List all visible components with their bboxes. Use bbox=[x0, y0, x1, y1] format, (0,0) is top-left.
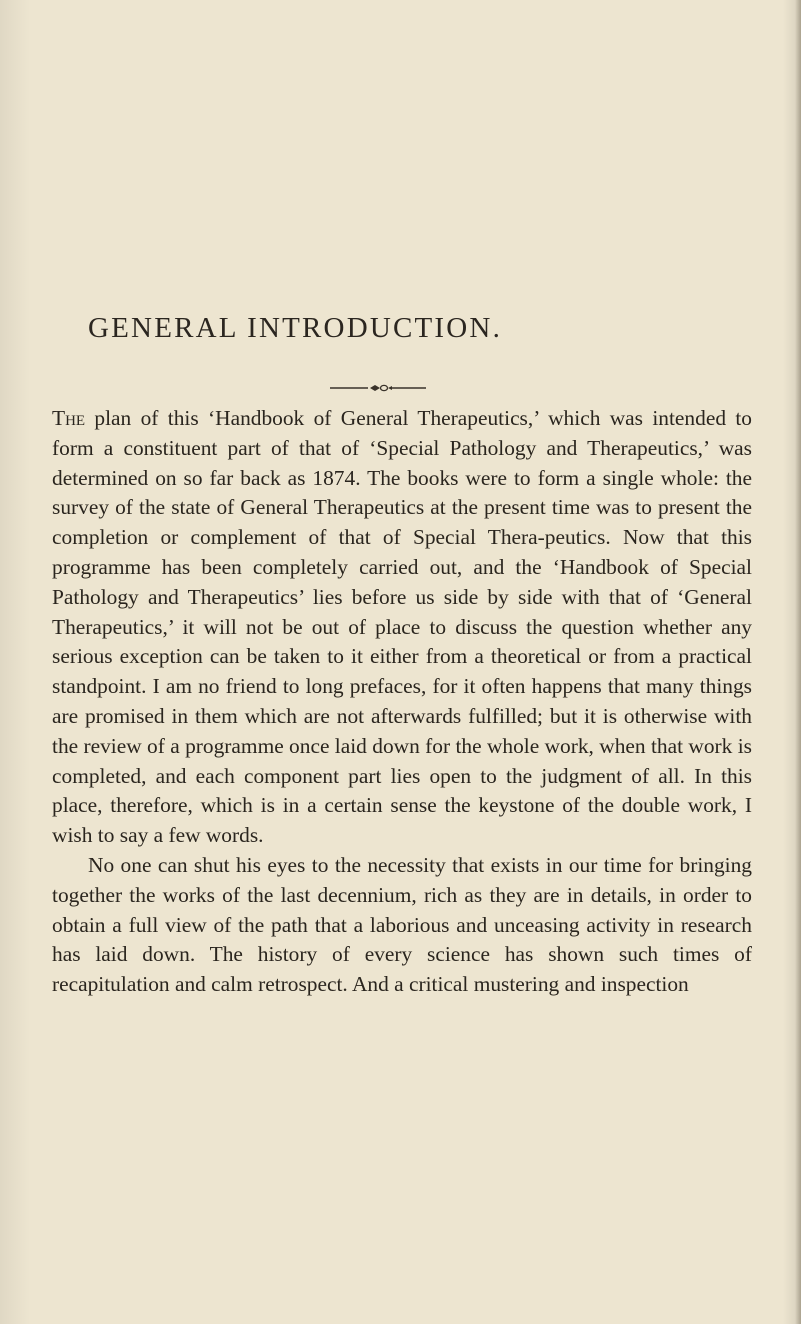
ornament-rule bbox=[330, 383, 426, 393]
paragraph-2-text: No one can shut his eyes to the necessity that exists in our time for bringing together the works of the last decennium, rich as they are in details, in order to obtain a full view of the path that a laborious and unceasing activity in research has laid down. The history of every science has shown such times of recapitulation and calm retrospect. And a critical mustering and inspection bbox=[52, 852, 752, 997]
body-text bbox=[52, 404, 752, 1000]
paragraph-1-lead: The bbox=[52, 406, 86, 430]
paragraph-1 bbox=[52, 404, 752, 851]
paragraph-2 bbox=[52, 851, 752, 1000]
page-edge-shadow bbox=[795, 0, 801, 1324]
chapter-heading: GENERAL INTRODUCTION. bbox=[88, 312, 503, 344]
paragraph-1-text: plan of this ‘Handbook of General Therapeutics,’ which was intended to form a constituent part of that of ‘Special Pathology and Therapeutics,’ was determined on so far back as 1874. The books were to form a single whole: the survey of the state of General Therapeutics at the present time was to present the completion or complement of that of Special Thera-peutics. Now that this programme has been completely carried out, and the ‘Handbook of Special Pathology and Therapeutics’ lies before us side by side with that of ‘General Therapeutics,’ it will not be out of place to discuss the question whether any serious exception can be taken to it either from a theoretical or from a practical standpoint. I am no friend to long prefaces, for it often happens that many things are promised in them which are not afterwards fulfilled; but it is otherwise with the review of a programme once laid down for the whole work, when that work is completed, and each component part lies open to the judgment of all. In this place, therefore, which is in a certain sense the keystone of the double work, I wish to say a few words. bbox=[52, 406, 752, 848]
